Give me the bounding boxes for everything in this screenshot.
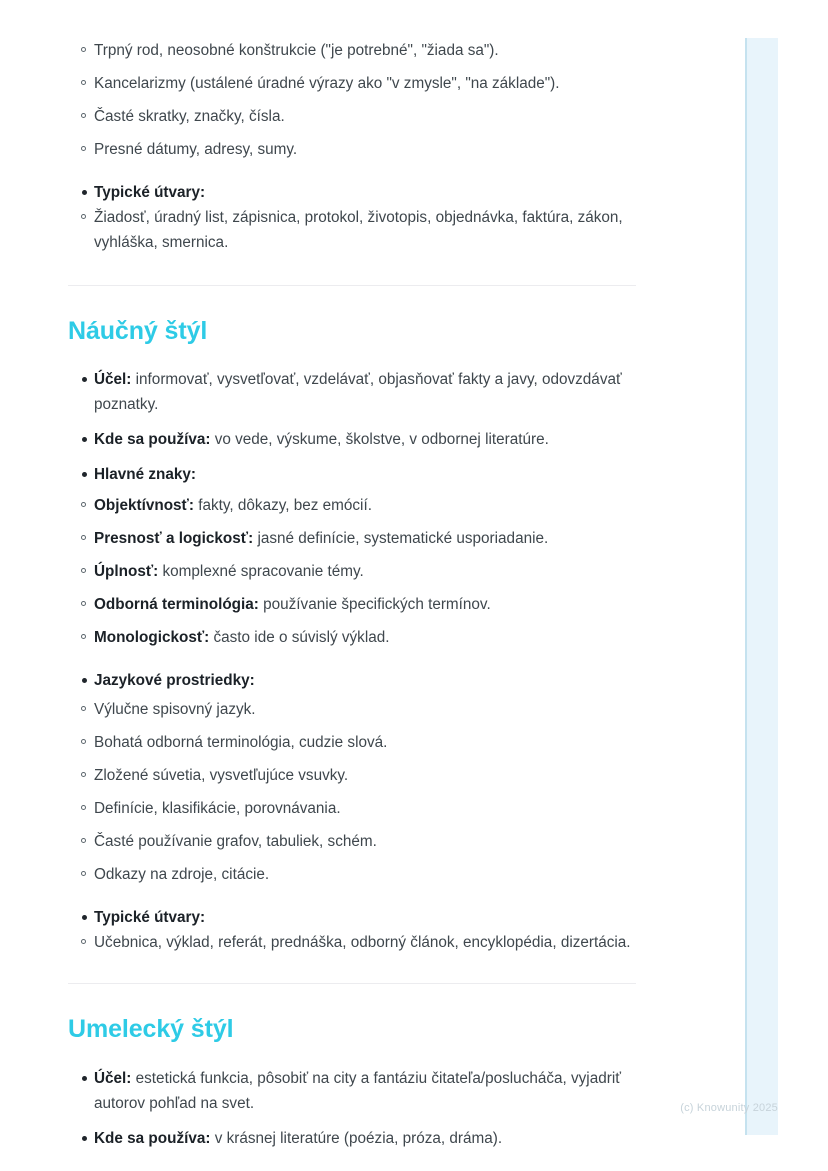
list-item <box>68 1066 638 1116</box>
list-item-text: Presné dátumy, adresy, sumy. <box>94 141 298 158</box>
list-item <box>68 862 638 887</box>
hollow-bullet-icon <box>81 634 86 639</box>
spacer <box>68 518 638 526</box>
spacer <box>68 96 638 104</box>
spacer <box>68 63 638 71</box>
list-item-text: Trpný rod, neosobné konštrukcie ("je potrebné", "žiada sa"). <box>94 42 499 59</box>
disc-bullet-icon <box>82 1076 87 1081</box>
disc-bullet-icon <box>82 377 87 382</box>
spacer <box>68 854 638 862</box>
list-item-text: Odkazy na zdroje, citácie. <box>94 866 270 884</box>
scroll-indicator-band[interactable] <box>745 38 778 1135</box>
list-item <box>68 796 638 821</box>
list-item <box>68 697 638 722</box>
spacer <box>68 551 638 559</box>
hollow-bullet-icon <box>81 805 86 810</box>
disc-bullet-icon <box>82 1136 87 1141</box>
list-item <box>68 559 638 584</box>
disc-bullet-icon <box>82 915 87 920</box>
list-item <box>68 668 638 693</box>
hollow-bullet-icon <box>81 113 86 118</box>
list-item-text: Výlučne spisovný jazyk. <box>94 701 256 719</box>
hollow-bullet-icon <box>81 601 86 606</box>
list-item <box>68 71 638 96</box>
list-item-text: Úplnosť: komplexné spracovanie témy. <box>94 563 364 581</box>
list-item <box>68 205 638 255</box>
disc-bullet-icon <box>82 472 87 477</box>
spacer <box>68 1116 638 1126</box>
list-item <box>68 137 638 162</box>
spacer <box>68 821 638 829</box>
hollow-bullet-icon <box>81 838 86 843</box>
spacer <box>68 788 638 796</box>
page-title: Umelecký štýl <box>68 1015 234 1044</box>
typicke-utvary-items-admin <box>68 205 638 255</box>
page-title: Náučný štýl <box>68 317 208 345</box>
list-item <box>68 367 638 417</box>
hollow-bullet-icon <box>81 80 86 85</box>
continued-sub-list <box>68 38 638 162</box>
umelecky-main-list <box>68 1066 638 1151</box>
list-item-text: Účel: estetická funkcia, pôsobiť na city a fantáziu čitateľa/poslucháča, vyjadriť autorov pohľad na svet. <box>94 1069 621 1112</box>
spacer <box>68 755 638 763</box>
hollow-bullet-icon <box>81 146 86 151</box>
spacer <box>68 452 638 462</box>
spacer <box>68 617 638 625</box>
list-item <box>68 1126 638 1151</box>
hollow-bullet-icon <box>81 502 86 507</box>
typicke-utvary-group-admin <box>68 180 638 205</box>
hollow-bullet-icon <box>81 739 86 744</box>
list-item-text: Typické útvary: <box>94 184 206 201</box>
typicke-utvary-items-naucny <box>68 930 638 955</box>
list-item-text: Jazykové prostriedky: <box>94 672 255 690</box>
naucny-main-list <box>68 367 638 487</box>
list-item <box>68 493 638 518</box>
list-item-text: Kde sa používa: v krásnej literatúre (poézia, próza, dráma). <box>94 1129 503 1147</box>
list-item-text: Časté skratky, značky, čísla. <box>94 108 285 125</box>
hlavne-znaky-items <box>68 493 638 650</box>
copyright-watermark: (c) Knowunity 2025 <box>680 1102 778 1114</box>
list-item <box>68 730 638 755</box>
list-item-text: Časté používanie grafov, tabuliek, schém. <box>94 833 377 851</box>
list-item-text: Monologickosť: často ide o súvislý výklad. <box>94 629 390 647</box>
spacer <box>68 722 638 730</box>
disc-bullet-icon <box>82 190 87 195</box>
list-item <box>68 905 638 930</box>
list-item <box>68 930 638 955</box>
hollow-bullet-icon <box>81 568 86 573</box>
list-item <box>68 104 638 129</box>
list-item-text: Zložené súvetia, vysvetľujúce vsuvky. <box>94 767 349 785</box>
list-item <box>68 462 638 487</box>
list-item <box>68 38 638 63</box>
hollow-bullet-icon <box>81 939 86 944</box>
list-item-text: Kde sa používa: vo vede, výskume, školstve, v odbornej literatúre. <box>94 431 549 449</box>
disc-bullet-icon <box>82 437 87 442</box>
hollow-bullet-icon <box>81 772 86 777</box>
jazykove-prostriedky-group <box>68 668 638 693</box>
list-item-text: Presnosť a logickosť: jasné definície, systematické usporiadanie. <box>94 530 549 548</box>
list-item-text: Žiadosť, úradný list, zápisnica, protokol, životopis, objednávka, faktúra, zákon, vyhláška, smernica. <box>94 209 623 251</box>
hollow-bullet-icon <box>81 535 86 540</box>
list-item-text: Účel: informovať, vysvetľovať, vzdelávať, objasňovať fakty a javy, odovzdávať poznatky. <box>94 371 622 414</box>
list-item-text: Objektívnosť: fakty, dôkazy, bez emócií. <box>94 497 372 515</box>
section-naucny-styl <box>68 316 638 955</box>
list-item <box>68 763 638 788</box>
list-item-text: Učebnica, výklad, referát, prednáška, odborný článok, encyklopédia, dizertácia. <box>94 934 631 952</box>
list-item <box>68 526 638 551</box>
spacer <box>68 129 638 137</box>
spacer <box>68 584 638 592</box>
list-item <box>68 592 638 617</box>
list-item-text: Bohatá odborná terminológia, cudzie slová. <box>94 734 388 752</box>
list-item-text: Odborná terminológia: používanie špecifických termínov. <box>94 596 491 614</box>
list-item-text: Kancelarizmy (ustálené úradné výrazy ako "v zmysle", "na základe"). <box>94 75 560 92</box>
hollow-bullet-icon <box>81 214 86 219</box>
jazykove-prostriedky-items <box>68 697 638 887</box>
spacer <box>68 417 638 427</box>
hollow-bullet-icon <box>81 47 86 52</box>
document-content <box>68 0 638 1151</box>
hollow-bullet-icon <box>81 871 86 876</box>
list-item <box>68 625 638 650</box>
list-item-text: Typické útvary: <box>94 909 206 927</box>
typicke-utvary-group-naucny <box>68 905 638 930</box>
disc-bullet-icon <box>82 678 87 683</box>
list-item <box>68 829 638 854</box>
list-item <box>68 427 638 452</box>
hollow-bullet-icon <box>81 706 86 711</box>
list-item <box>68 180 638 205</box>
list-item-text: Hlavné znaky: <box>94 466 197 484</box>
section-umelecky-styl <box>68 1014 638 1150</box>
list-item-text: Definície, klasifikácie, porovnávania. <box>94 800 341 818</box>
